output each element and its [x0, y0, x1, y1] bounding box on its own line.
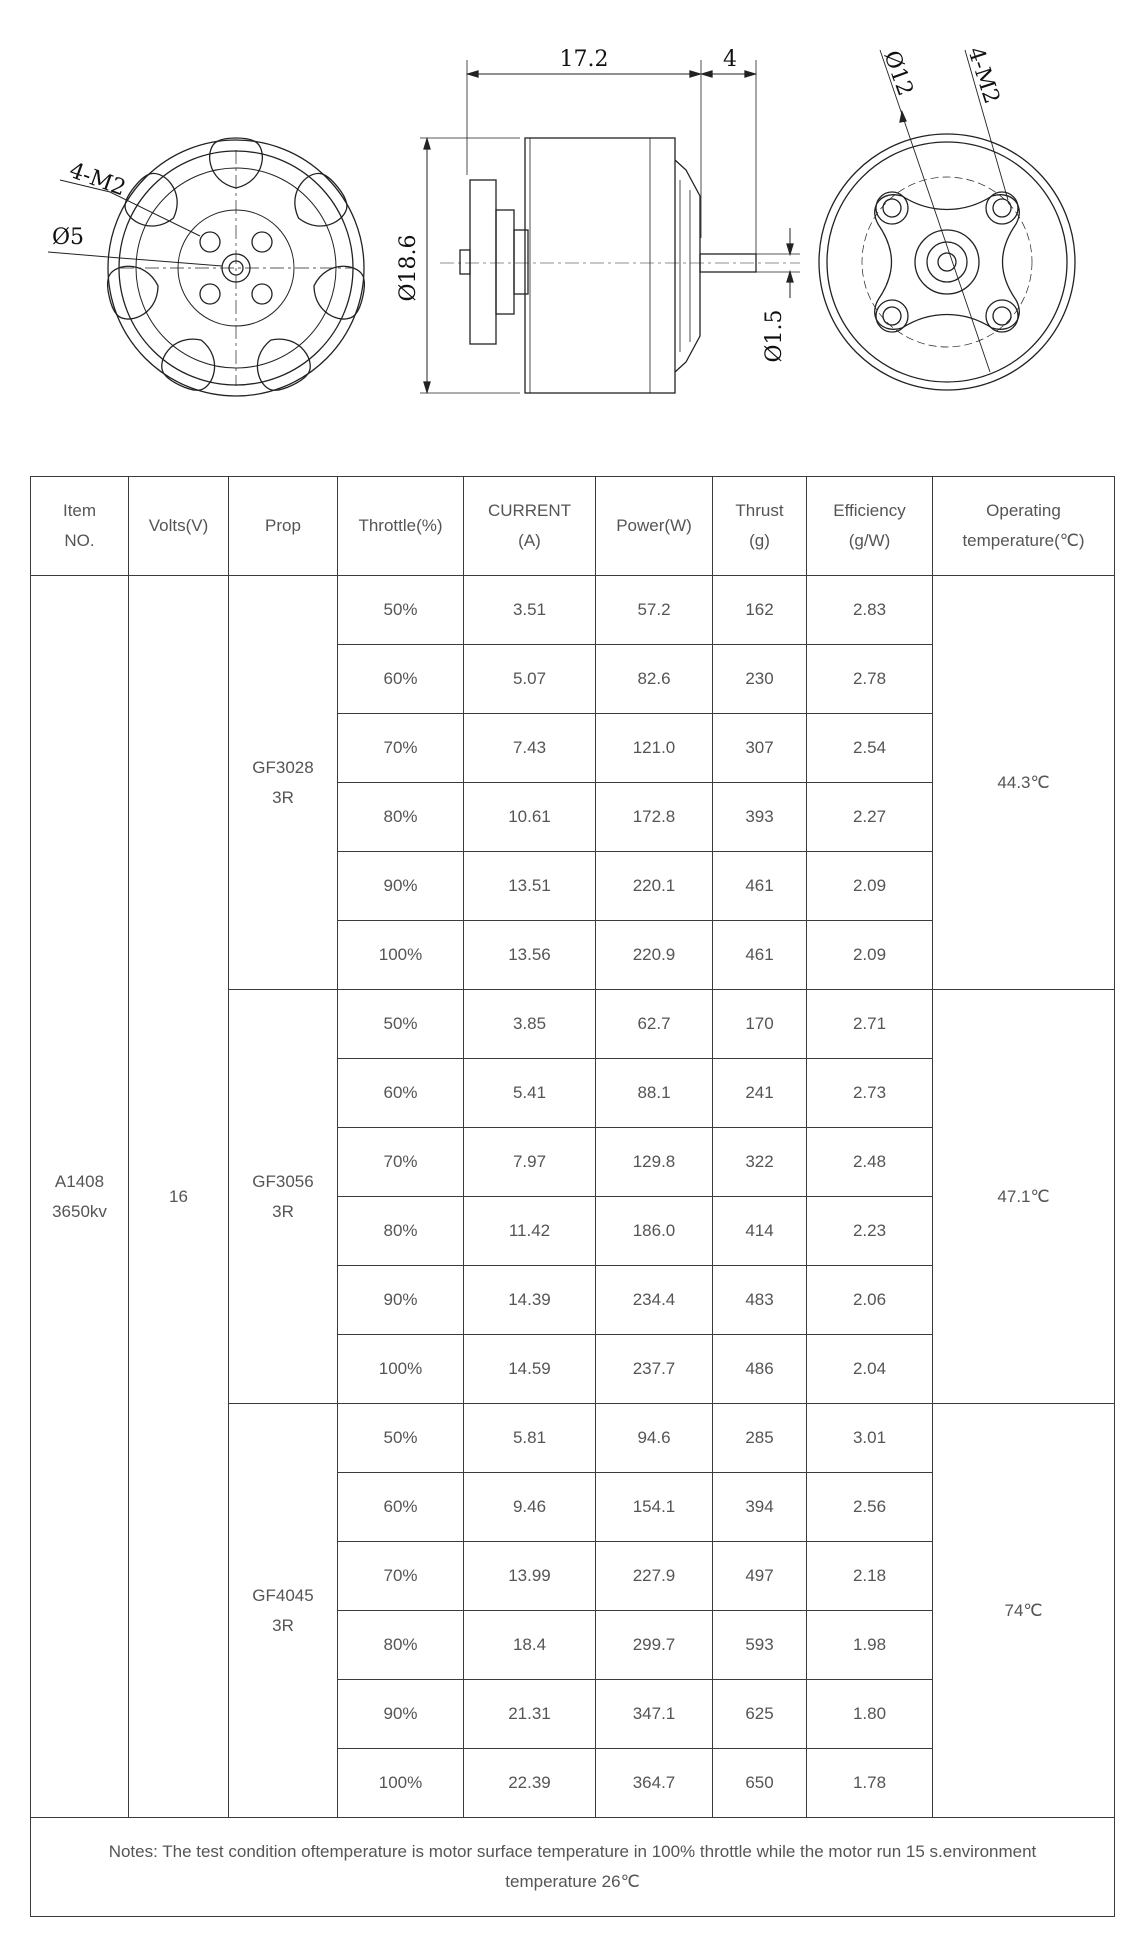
shaft-diameter-label: Ø1.5: [762, 309, 787, 363]
throttle-cell: 90%: [338, 1680, 464, 1749]
header-temperature-line2: temperature(℃): [962, 531, 1085, 550]
efficiency-cell: 2.04: [807, 1335, 933, 1404]
prop-cell-line1: GF3028: [252, 757, 314, 777]
current-cell: 3.51: [464, 576, 596, 645]
thrust-cell: 307: [713, 714, 807, 783]
header-temperature-line1: Operating: [986, 501, 1061, 520]
header-thrust: [713, 477, 807, 576]
current-cell: 5.81: [464, 1404, 596, 1473]
item-number-cell: [31, 576, 129, 1818]
current-cell: 7.43: [464, 714, 596, 783]
thrust-cell: 461: [713, 921, 807, 990]
current-cell: 5.41: [464, 1059, 596, 1128]
left-screw-label: 4-M2: [65, 158, 129, 202]
current-cell: 14.59: [464, 1335, 596, 1404]
motor-dimension-drawing: [0, 0, 1144, 420]
current-cell: 3.85: [464, 990, 596, 1059]
current-cell: 9.46: [464, 1473, 596, 1542]
current-cell: 22.39: [464, 1749, 596, 1818]
header-throttle: Throttle(%): [338, 477, 464, 576]
header-current-line2: (A): [518, 531, 541, 550]
power-cell: 172.8: [596, 783, 713, 852]
throttle-cell: 100%: [338, 1749, 464, 1818]
efficiency-cell: 2.71: [807, 990, 933, 1059]
header-item-line1: Item: [62, 501, 97, 520]
power-cell: 364.7: [596, 1749, 713, 1818]
throttle-cell: 70%: [338, 714, 464, 783]
header-temperature: [933, 477, 1115, 576]
power-cell: 121.0: [596, 714, 713, 783]
throttle-cell: 80%: [338, 1197, 464, 1266]
efficiency-cell: 2.56: [807, 1473, 933, 1542]
body-diameter-label: Ø18.6: [396, 234, 421, 302]
power-cell: 94.6: [596, 1404, 713, 1473]
throttle-cell: 70%: [338, 1128, 464, 1197]
power-cell: 82.6: [596, 645, 713, 714]
thrust-cell: 414: [713, 1197, 807, 1266]
power-cell: 62.7: [596, 990, 713, 1059]
right-diameter-label: Ø12: [878, 47, 918, 100]
item-number-cell-line2: 3650kv: [52, 1201, 107, 1221]
motor-test-table: [30, 476, 1115, 1917]
table-row: [31, 576, 1115, 645]
thrust-cell: 461: [713, 852, 807, 921]
thrust-cell: 170: [713, 990, 807, 1059]
right-screw-label: 4-M2: [962, 44, 1004, 107]
efficiency-cell: 1.98: [807, 1611, 933, 1680]
efficiency-cell: 2.78: [807, 645, 933, 714]
power-cell: 186.0: [596, 1197, 713, 1266]
throttle-cell: 90%: [338, 852, 464, 921]
shaft-length-label: 4: [723, 47, 737, 72]
throttle-cell: 50%: [338, 576, 464, 645]
header-thrust-line1: Thrust: [735, 501, 784, 520]
throttle-cell: 60%: [338, 1059, 464, 1128]
header-current: [464, 477, 596, 576]
throttle-cell: 60%: [338, 645, 464, 714]
temperature-cell: 47.1℃: [933, 990, 1115, 1404]
current-cell: 13.51: [464, 852, 596, 921]
throttle-cell: 80%: [338, 783, 464, 852]
efficiency-cell: 2.18: [807, 1542, 933, 1611]
header-current-line1: CURRENT: [487, 501, 572, 520]
temperature-cell: 74℃: [933, 1404, 1115, 1818]
current-cell: 13.56: [464, 921, 596, 990]
header-efficiency-line2: (g/W): [848, 531, 891, 550]
efficiency-cell: 2.73: [807, 1059, 933, 1128]
thrust-cell: 593: [713, 1611, 807, 1680]
temperature-cell: 44.3℃: [933, 576, 1115, 990]
power-cell: 299.7: [596, 1611, 713, 1680]
current-cell: 7.97: [464, 1128, 596, 1197]
current-cell: 14.39: [464, 1266, 596, 1335]
left-diameter-label: Ø5: [52, 225, 85, 250]
throttle-cell: 100%: [338, 1335, 464, 1404]
power-cell: 347.1: [596, 1680, 713, 1749]
thrust-cell: 625: [713, 1680, 807, 1749]
thrust-cell: 650: [713, 1749, 807, 1818]
current-cell: 13.99: [464, 1542, 596, 1611]
notes-row: [31, 1818, 1115, 1917]
prop-cell: [229, 1404, 338, 1818]
throttle-cell: 100%: [338, 921, 464, 990]
header-thrust-line2: (g): [749, 531, 770, 550]
prop-cell-line2: 3R: [272, 1201, 294, 1221]
thrust-cell: 486: [713, 1335, 807, 1404]
thrust-cell: 394: [713, 1473, 807, 1542]
header-item: [31, 477, 129, 576]
throttle-cell: 70%: [338, 1542, 464, 1611]
notes-cell-line1: Notes: The test condition oftemperature is motor surface temperature in 100% throttle while the motor run 15 s.environment: [108, 1842, 1037, 1861]
thrust-cell: 241: [713, 1059, 807, 1128]
thrust-cell: 393: [713, 783, 807, 852]
power-cell: 227.9: [596, 1542, 713, 1611]
power-cell: 129.8: [596, 1128, 713, 1197]
throttle-cell: 80%: [338, 1611, 464, 1680]
header-efficiency: [807, 477, 933, 576]
side-motor-view: [420, 60, 800, 393]
header-row: [31, 477, 1115, 576]
thrust-cell: 497: [713, 1542, 807, 1611]
thrust-cell: 285: [713, 1404, 807, 1473]
power-cell: 234.4: [596, 1266, 713, 1335]
item-number-cell-line1: A1408: [54, 1171, 105, 1191]
efficiency-cell: 2.27: [807, 783, 933, 852]
header-volts: Volts(V): [129, 477, 229, 576]
power-cell: 220.1: [596, 852, 713, 921]
current-cell: 11.42: [464, 1197, 596, 1266]
header-efficiency-line1: Efficiency: [833, 501, 906, 520]
power-cell: 220.9: [596, 921, 713, 990]
notes-cell-line2: temperature 26℃: [505, 1872, 640, 1891]
efficiency-cell: 2.48: [807, 1128, 933, 1197]
efficiency-cell: 1.80: [807, 1680, 933, 1749]
header-item-line2: NO.: [64, 531, 95, 550]
efficiency-cell: 3.01: [807, 1404, 933, 1473]
thrust-cell: 322: [713, 1128, 807, 1197]
throttle-cell: 50%: [338, 1404, 464, 1473]
current-cell: 18.4: [464, 1611, 596, 1680]
prop-cell-line1: GF4045: [252, 1585, 314, 1605]
current-cell: 10.61: [464, 783, 596, 852]
efficiency-cell: 2.23: [807, 1197, 933, 1266]
thrust-cell: 230: [713, 645, 807, 714]
efficiency-cell: 2.06: [807, 1266, 933, 1335]
throttle-cell: 50%: [338, 990, 464, 1059]
efficiency-cell: 2.54: [807, 714, 933, 783]
power-cell: 57.2: [596, 576, 713, 645]
efficiency-cell: 2.09: [807, 852, 933, 921]
prop-cell: [229, 576, 338, 990]
right-motor-view: [819, 47, 1075, 390]
notes-cell: [31, 1818, 1115, 1917]
header-power: Power(W): [596, 477, 713, 576]
current-cell: 5.07: [464, 645, 596, 714]
throttle-cell: 90%: [338, 1266, 464, 1335]
throttle-cell: 60%: [338, 1473, 464, 1542]
efficiency-cell: 1.78: [807, 1749, 933, 1818]
thrust-cell: 483: [713, 1266, 807, 1335]
thrust-cell: 162: [713, 576, 807, 645]
power-cell: 88.1: [596, 1059, 713, 1128]
prop-cell-line2: 3R: [272, 1615, 294, 1635]
header-prop: Prop: [229, 477, 338, 576]
prop-cell-line1: GF3056: [252, 1171, 314, 1191]
volts-cell: 16: [129, 576, 229, 1818]
side-length-label: 17.2: [559, 47, 609, 72]
power-cell: 154.1: [596, 1473, 713, 1542]
efficiency-cell: 2.83: [807, 576, 933, 645]
current-cell: 21.31: [464, 1680, 596, 1749]
efficiency-cell: 2.09: [807, 921, 933, 990]
prop-cell: [229, 990, 338, 1404]
prop-cell-line2: 3R: [272, 787, 294, 807]
power-cell: 237.7: [596, 1335, 713, 1404]
